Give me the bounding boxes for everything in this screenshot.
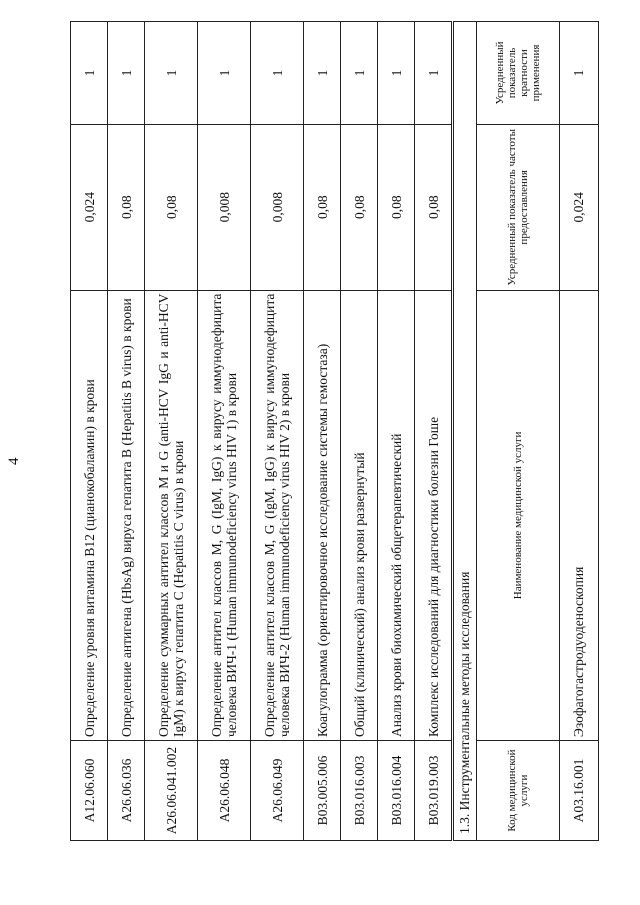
service-name: Определение уровня витамина В12 (цианокобаламин) в крови: [71, 290, 108, 740]
multiplicity-value: 1: [145, 22, 198, 125]
multiplicity-value: 1: [378, 22, 415, 125]
multiplicity-value: 1: [251, 22, 304, 125]
frequency-value: 0,008: [198, 124, 251, 290]
service-code: A26.06.036: [108, 741, 145, 841]
frequency-value: 0,08: [304, 124, 341, 290]
header-row: [477, 22, 560, 841]
service-code: B03.016.004: [378, 741, 415, 841]
frequency-value: 0,024: [71, 124, 108, 290]
table-row: [198, 22, 251, 841]
header-multiplicity: Усредненный показатель кратности применения: [477, 22, 560, 125]
table-row: [71, 22, 108, 841]
lab-tests-table: [70, 21, 452, 841]
multiplicity-value: 1: [560, 22, 599, 125]
page-number: 4: [6, 457, 22, 465]
instrumental-methods-table: [453, 21, 599, 841]
table-row: [341, 22, 378, 841]
service-name: Коагулограмма (ориентировочное исследование системы гемостаза): [304, 290, 341, 740]
service-code: B03.016.003: [341, 741, 378, 841]
instrumental-table-body: [560, 22, 599, 841]
table-row: [378, 22, 415, 841]
table-row: [415, 22, 452, 841]
service-name: Определение антител классов M, G (IgM, IgG) к вирусу иммунодефицита человека ВИЧ-1 (Human immunodeficiency virus HIV 1) в крови: [198, 290, 251, 740]
table-row: [108, 22, 145, 841]
table-row: [251, 22, 304, 841]
service-name: Эзофагогастродуоденоскопия: [560, 290, 599, 740]
frequency-value: 0,08: [415, 124, 452, 290]
service-code: B03.019.003: [415, 741, 452, 841]
multiplicity-value: 1: [341, 22, 378, 125]
frequency-value: 0,08: [108, 124, 145, 290]
service-name: Анализ крови биохимический общетерапевтический: [378, 290, 415, 740]
section-title-row: [454, 22, 477, 841]
table-row: [560, 22, 599, 841]
service-code: A26.06.048: [198, 741, 251, 841]
header-frequency: Усредненный показатель частоты предоставления: [477, 124, 560, 290]
frequency-value: 0,08: [145, 124, 198, 290]
multiplicity-value: 1: [108, 22, 145, 125]
lab-tests-table-body: [71, 22, 452, 841]
frequency-value: 0,024: [560, 124, 599, 290]
service-code: A26.06.041.002: [145, 741, 198, 841]
multiplicity-value: 1: [415, 22, 452, 125]
service-name: Определение суммарных антител классов М и G (anti-HCV IgG и anti-HCV IgM) к вирусу гепатита С (Hepatitis C virus) в крови: [145, 290, 198, 740]
table-row: [145, 22, 198, 841]
service-name: Определение антигена (HbsAg) вируса гепатита В (Hepatitis B virus) в крови: [108, 290, 145, 740]
header-name: Наименование медицинской услуги: [477, 290, 560, 740]
multiplicity-value: 1: [304, 22, 341, 125]
section-title: 1.3. Инструментальные методы исследования: [454, 22, 477, 841]
service-code: B03.005.006: [304, 741, 341, 841]
multiplicity-value: 1: [71, 22, 108, 125]
service-code: A03.16.001: [560, 741, 599, 841]
service-code: A26.06.049: [251, 741, 304, 841]
service-name: Общий (клинический) анализ крови развернутый: [341, 290, 378, 740]
service-code: A12.06.060: [71, 741, 108, 841]
frequency-value: 0,08: [341, 124, 378, 290]
table-row: [304, 22, 341, 841]
frequency-value: 0,008: [251, 124, 304, 290]
frequency-value: 0,08: [378, 124, 415, 290]
service-name: Комплекс исследований для диагностики болезни Гоше: [415, 290, 452, 740]
multiplicity-value: 1: [198, 22, 251, 125]
header-code: Код медицинской услуги: [477, 741, 560, 841]
service-name: Определение антител классов M, G (IgM, IgG) к вирусу иммунодефицита человека ВИЧ-2 (Human immunodeficiency virus HIV 2) в крови: [251, 290, 304, 740]
